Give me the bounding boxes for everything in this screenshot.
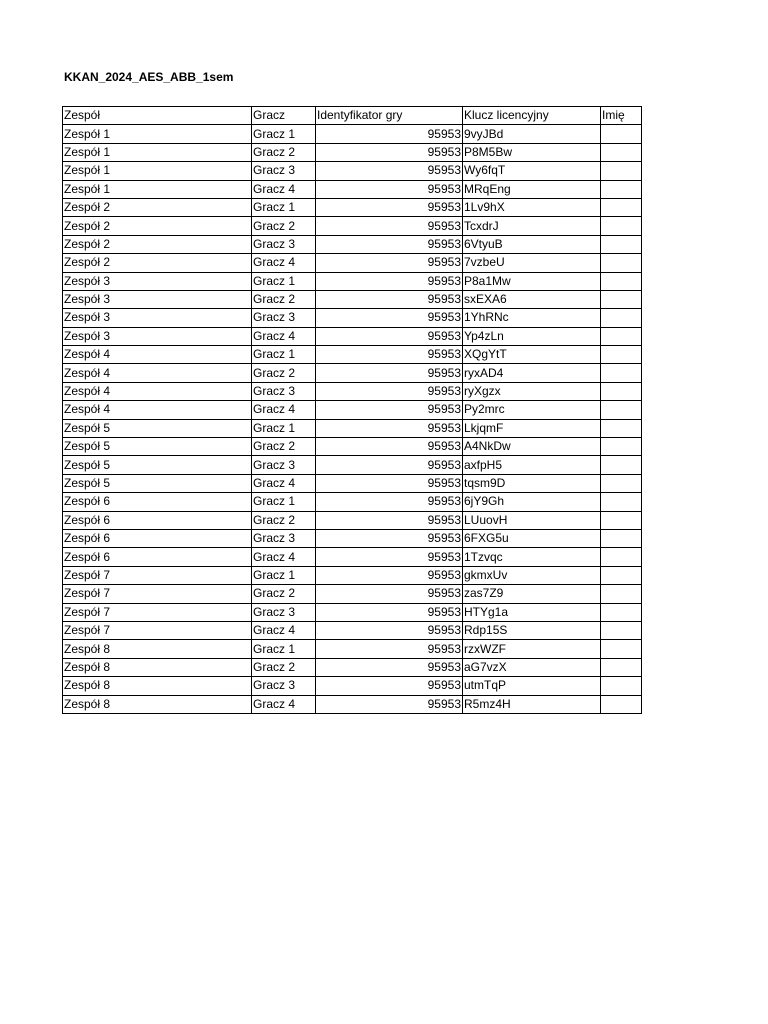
cell-game-id: 95953 bbox=[316, 309, 463, 327]
cell-game-id: 95953 bbox=[316, 364, 463, 382]
cell-license-key: 9vyJBd bbox=[463, 125, 601, 143]
cell-team: Zespół 3 bbox=[63, 327, 252, 345]
cell-name bbox=[601, 419, 642, 437]
cell-name bbox=[601, 346, 642, 364]
cell-license-key: P8M5Bw bbox=[463, 143, 601, 161]
cell-player: Gracz 1 bbox=[252, 640, 316, 658]
cell-game-id: 95953 bbox=[316, 162, 463, 180]
table-row bbox=[63, 180, 642, 198]
cell-license-key: HTYg1a bbox=[463, 603, 601, 621]
cell-game-id: 95953 bbox=[316, 438, 463, 456]
table-row bbox=[63, 419, 642, 437]
cell-license-key: ryxAD4 bbox=[463, 364, 601, 382]
cell-player: Gracz 3 bbox=[252, 382, 316, 400]
cell-license-key: A4NkDw bbox=[463, 438, 601, 456]
cell-team: Zespół 1 bbox=[63, 162, 252, 180]
table-row bbox=[63, 474, 642, 492]
cell-name bbox=[601, 162, 642, 180]
cell-player: Gracz 1 bbox=[252, 272, 316, 290]
table-row bbox=[63, 585, 642, 603]
cell-license-key: Wy6fqT bbox=[463, 162, 601, 180]
table-row bbox=[63, 603, 642, 621]
cell-name bbox=[601, 474, 642, 492]
cell-team: Zespół 1 bbox=[63, 125, 252, 143]
header-row bbox=[63, 107, 642, 125]
cell-team: Zespół 1 bbox=[63, 143, 252, 161]
cell-game-id: 95953 bbox=[316, 198, 463, 216]
cell-team: Zespół 4 bbox=[63, 346, 252, 364]
cell-player: Gracz 1 bbox=[252, 346, 316, 364]
cell-team: Zespół 5 bbox=[63, 419, 252, 437]
cell-name bbox=[601, 364, 642, 382]
cell-name bbox=[601, 272, 642, 290]
document-title: KKAN_2024_AES_ABB_1sem bbox=[64, 70, 234, 84]
table-row bbox=[63, 309, 642, 327]
cell-license-key: zas7Z9 bbox=[463, 585, 601, 603]
cell-name bbox=[601, 401, 642, 419]
table-row bbox=[63, 272, 642, 290]
cell-name bbox=[601, 217, 642, 235]
cell-game-id: 95953 bbox=[316, 125, 463, 143]
cell-player: Gracz 1 bbox=[252, 566, 316, 584]
cell-team: Zespół 5 bbox=[63, 474, 252, 492]
table-row bbox=[63, 401, 642, 419]
cell-team: Zespół 6 bbox=[63, 548, 252, 566]
cell-license-key: XQgYtT bbox=[463, 346, 601, 364]
cell-game-id: 95953 bbox=[316, 695, 463, 713]
cell-team: Zespół 8 bbox=[63, 695, 252, 713]
cell-team: Zespół 3 bbox=[63, 309, 252, 327]
table-body bbox=[63, 125, 642, 714]
cell-name bbox=[601, 621, 642, 639]
cell-team: Zespół 6 bbox=[63, 529, 252, 547]
table-row bbox=[63, 382, 642, 400]
table-row bbox=[63, 327, 642, 345]
table-row bbox=[63, 162, 642, 180]
cell-name bbox=[601, 235, 642, 253]
cell-game-id: 95953 bbox=[316, 529, 463, 547]
cell-name bbox=[601, 290, 642, 308]
cell-license-key: utmTqP bbox=[463, 677, 601, 695]
cell-game-id: 95953 bbox=[316, 327, 463, 345]
cell-license-key: 1Lv9hX bbox=[463, 198, 601, 216]
cell-license-key: 1YhRNc bbox=[463, 309, 601, 327]
cell-team: Zespół 3 bbox=[63, 272, 252, 290]
cell-license-key: MRqEng bbox=[463, 180, 601, 198]
cell-license-key: rzxWZF bbox=[463, 640, 601, 658]
cell-license-key: tqsm9D bbox=[463, 474, 601, 492]
cell-name bbox=[601, 695, 642, 713]
cell-player: Gracz 3 bbox=[252, 235, 316, 253]
header-license-key: Klucz licencyjny bbox=[463, 107, 601, 125]
cell-player: Gracz 2 bbox=[252, 658, 316, 676]
cell-name bbox=[601, 143, 642, 161]
cell-team: Zespół 2 bbox=[63, 217, 252, 235]
cell-name bbox=[601, 603, 642, 621]
cell-game-id: 95953 bbox=[316, 621, 463, 639]
cell-player: Gracz 2 bbox=[252, 438, 316, 456]
cell-license-key: 6FXG5u bbox=[463, 529, 601, 547]
table-row bbox=[63, 438, 642, 456]
cell-game-id: 95953 bbox=[316, 401, 463, 419]
cell-license-key: axfpH5 bbox=[463, 456, 601, 474]
cell-license-key: 1Tzvqc bbox=[463, 548, 601, 566]
cell-team: Zespół 8 bbox=[63, 677, 252, 695]
cell-player: Gracz 2 bbox=[252, 290, 316, 308]
cell-player: Gracz 4 bbox=[252, 474, 316, 492]
cell-name bbox=[601, 548, 642, 566]
table-row bbox=[63, 364, 642, 382]
table-row bbox=[63, 254, 642, 272]
cell-player: Gracz 3 bbox=[252, 677, 316, 695]
table-row bbox=[63, 658, 642, 676]
cell-name bbox=[601, 382, 642, 400]
header-team: Zespół bbox=[63, 107, 252, 125]
cell-game-id: 95953 bbox=[316, 677, 463, 695]
table-row bbox=[63, 695, 642, 713]
cell-license-key: LkjqmF bbox=[463, 419, 601, 437]
cell-name bbox=[601, 529, 642, 547]
cell-player: Gracz 2 bbox=[252, 143, 316, 161]
table-row bbox=[63, 217, 642, 235]
cell-game-id: 95953 bbox=[316, 382, 463, 400]
table-row bbox=[63, 235, 642, 253]
cell-player: Gracz 4 bbox=[252, 548, 316, 566]
cell-license-key: TcxdrJ bbox=[463, 217, 601, 235]
cell-player: Gracz 4 bbox=[252, 327, 316, 345]
cell-name bbox=[601, 677, 642, 695]
cell-license-key: 7vzbeU bbox=[463, 254, 601, 272]
table-row bbox=[63, 198, 642, 216]
cell-player: Gracz 4 bbox=[252, 180, 316, 198]
cell-name bbox=[601, 327, 642, 345]
table-row bbox=[63, 456, 642, 474]
cell-team: Zespół 6 bbox=[63, 511, 252, 529]
cell-player: Gracz 2 bbox=[252, 217, 316, 235]
cell-license-key: 6VtyuB bbox=[463, 235, 601, 253]
cell-player: Gracz 2 bbox=[252, 511, 316, 529]
cell-license-key: aG7vzX bbox=[463, 658, 601, 676]
cell-game-id: 95953 bbox=[316, 456, 463, 474]
cell-game-id: 95953 bbox=[316, 474, 463, 492]
cell-team: Zespół 7 bbox=[63, 621, 252, 639]
cell-team: Zespół 4 bbox=[63, 382, 252, 400]
cell-name bbox=[601, 456, 642, 474]
cell-team: Zespół 7 bbox=[63, 603, 252, 621]
cell-team: Zespół 7 bbox=[63, 585, 252, 603]
cell-player: Gracz 4 bbox=[252, 254, 316, 272]
cell-game-id: 95953 bbox=[316, 603, 463, 621]
cell-player: Gracz 4 bbox=[252, 401, 316, 419]
cell-game-id: 95953 bbox=[316, 254, 463, 272]
cell-player: Gracz 1 bbox=[252, 198, 316, 216]
cell-license-key: Yp4zLn bbox=[463, 327, 601, 345]
table-row bbox=[63, 548, 642, 566]
cell-game-id: 95953 bbox=[316, 290, 463, 308]
table-row bbox=[63, 346, 642, 364]
cell-team: Zespół 8 bbox=[63, 640, 252, 658]
cell-name bbox=[601, 125, 642, 143]
cell-game-id: 95953 bbox=[316, 272, 463, 290]
table-row bbox=[63, 125, 642, 143]
cell-team: Zespół 2 bbox=[63, 198, 252, 216]
cell-player: Gracz 2 bbox=[252, 585, 316, 603]
table-row bbox=[63, 529, 642, 547]
cell-player: Gracz 3 bbox=[252, 309, 316, 327]
cell-license-key: Rdp15S bbox=[463, 621, 601, 639]
cell-license-key: gkmxUv bbox=[463, 566, 601, 584]
cell-game-id: 95953 bbox=[316, 566, 463, 584]
table-row bbox=[63, 511, 642, 529]
cell-game-id: 95953 bbox=[316, 143, 463, 161]
cell-name bbox=[601, 493, 642, 511]
cell-game-id: 95953 bbox=[316, 235, 463, 253]
cell-team: Zespół 6 bbox=[63, 493, 252, 511]
cell-team: Zespół 4 bbox=[63, 401, 252, 419]
cell-license-key: R5mz4H bbox=[463, 695, 601, 713]
cell-license-key: Py2mrc bbox=[463, 401, 601, 419]
table-row bbox=[63, 677, 642, 695]
license-table bbox=[62, 106, 642, 714]
table-row bbox=[63, 640, 642, 658]
cell-team: Zespół 5 bbox=[63, 438, 252, 456]
table-row bbox=[63, 143, 642, 161]
cell-name bbox=[601, 254, 642, 272]
header-player: Gracz bbox=[252, 107, 316, 125]
cell-team: Zespół 2 bbox=[63, 235, 252, 253]
cell-name bbox=[601, 658, 642, 676]
table-row bbox=[63, 566, 642, 584]
cell-player: Gracz 3 bbox=[252, 603, 316, 621]
cell-name bbox=[601, 198, 642, 216]
cell-game-id: 95953 bbox=[316, 511, 463, 529]
cell-team: Zespół 8 bbox=[63, 658, 252, 676]
cell-player: Gracz 3 bbox=[252, 529, 316, 547]
cell-player: Gracz 4 bbox=[252, 621, 316, 639]
cell-player: Gracz 1 bbox=[252, 419, 316, 437]
cell-player: Gracz 4 bbox=[252, 695, 316, 713]
cell-game-id: 95953 bbox=[316, 548, 463, 566]
table-row bbox=[63, 621, 642, 639]
cell-license-key: ryXgzx bbox=[463, 382, 601, 400]
cell-team: Zespół 4 bbox=[63, 364, 252, 382]
cell-game-id: 95953 bbox=[316, 493, 463, 511]
cell-game-id: 95953 bbox=[316, 217, 463, 235]
cell-name bbox=[601, 566, 642, 584]
cell-license-key: LUuovH bbox=[463, 511, 601, 529]
cell-name bbox=[601, 309, 642, 327]
cell-name bbox=[601, 640, 642, 658]
cell-game-id: 95953 bbox=[316, 346, 463, 364]
cell-name bbox=[601, 511, 642, 529]
cell-team: Zespół 1 bbox=[63, 180, 252, 198]
cell-team: Zespół 2 bbox=[63, 254, 252, 272]
cell-name bbox=[601, 438, 642, 456]
header-game-id: Identyfikator gry bbox=[316, 107, 463, 125]
cell-game-id: 95953 bbox=[316, 658, 463, 676]
cell-license-key: P8a1Mw bbox=[463, 272, 601, 290]
cell-team: Zespół 7 bbox=[63, 566, 252, 584]
cell-team: Zespół 5 bbox=[63, 456, 252, 474]
table-row bbox=[63, 493, 642, 511]
cell-player: Gracz 1 bbox=[252, 493, 316, 511]
cell-player: Gracz 3 bbox=[252, 456, 316, 474]
cell-player: Gracz 1 bbox=[252, 125, 316, 143]
cell-player: Gracz 3 bbox=[252, 162, 316, 180]
cell-game-id: 95953 bbox=[316, 585, 463, 603]
header-name: Imię bbox=[601, 107, 642, 125]
cell-game-id: 95953 bbox=[316, 180, 463, 198]
cell-name bbox=[601, 180, 642, 198]
cell-name bbox=[601, 585, 642, 603]
table-row bbox=[63, 290, 642, 308]
cell-game-id: 95953 bbox=[316, 640, 463, 658]
cell-team: Zespół 3 bbox=[63, 290, 252, 308]
cell-game-id: 95953 bbox=[316, 419, 463, 437]
cell-player: Gracz 2 bbox=[252, 364, 316, 382]
cell-license-key: 6jY9Gh bbox=[463, 493, 601, 511]
cell-license-key: sxEXA6 bbox=[463, 290, 601, 308]
